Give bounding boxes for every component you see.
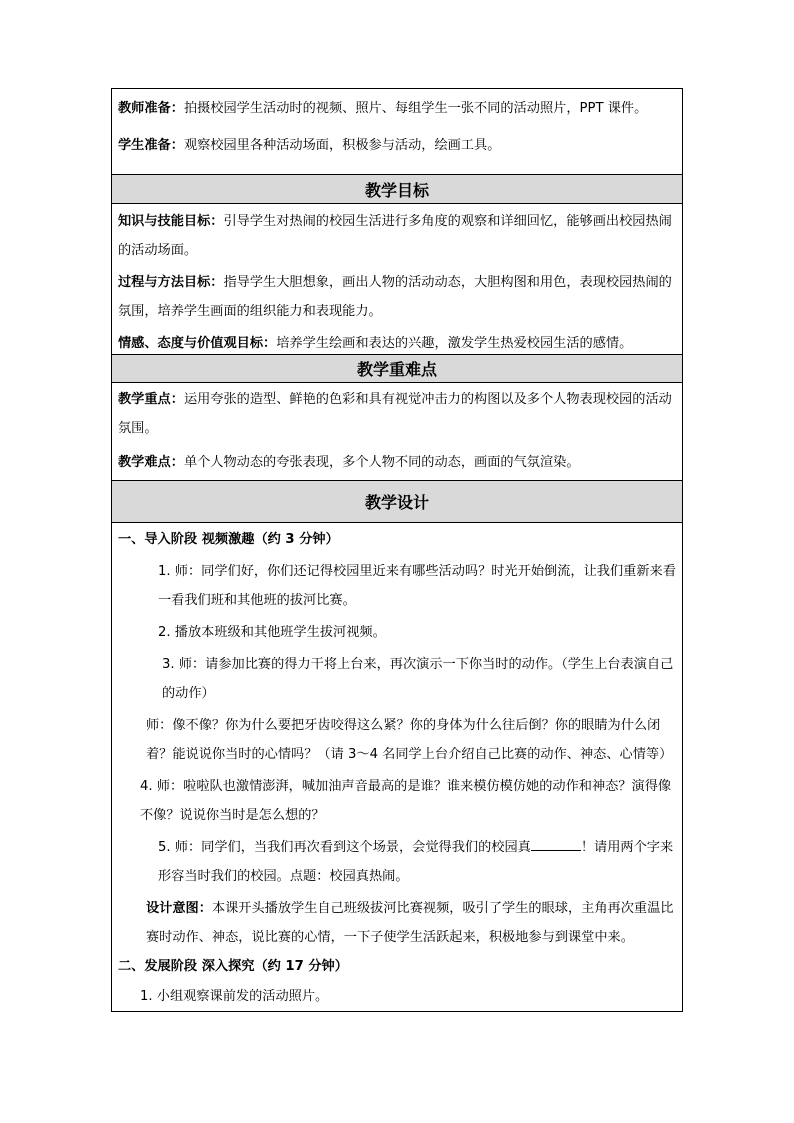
stage2-item-1: 1. 小组观察课前发的活动照片。 [140, 989, 329, 1004]
design-intent-label: 设计意图： [146, 901, 212, 916]
goals-header: 教学目标 [112, 175, 682, 204]
keypoints-cell [112, 383, 682, 481]
difficulty-point-label: 教学难点： [118, 455, 184, 470]
knowledge-goal-label: 知识与技能目标： [118, 214, 224, 229]
stage1-title: 一、导入阶段 视频激趣（约 3 分钟） [118, 532, 339, 547]
student-prep [118, 131, 676, 160]
teacher-prep-label: 教师准备： [118, 101, 184, 116]
knowledge-goal [118, 207, 676, 265]
design-item-5 [118, 833, 676, 891]
design-item-1: 1. 师：同学们好，你们还记得校园里近来有哪些活动吗？时光开始倒流，让我们重新来看一看我们班和其他班的拔河比赛。 [158, 564, 676, 608]
design-intent-text: 本课开头播放学生自己班级拔河比赛视频，吸引了学生的眼球，主角再次重温比赛时动作、神态，说比赛的心情，一下子使学生活跃起来，积极地参与到课堂中来。 [146, 901, 674, 945]
process-goal [118, 268, 676, 326]
difficulty-point-text: 单个人物动态的夸张表现，多个人物不同的动态，画面的气氛渲染。 [183, 455, 580, 470]
design-item-2: 2. 播放本班级和其他班学生拔河视频。 [158, 625, 386, 640]
fill-in-blank [531, 836, 581, 851]
process-goal-label: 过程与方法目标： [118, 275, 224, 290]
focus-point [118, 385, 676, 443]
design-item-5-rest: 请用两个字来形容当时我们的校园。点题：校园真热闹。 [158, 840, 674, 884]
design-item-5-text: 5. 师：同学们，当我们再次看到这个场景，会觉得我们的校园真 [158, 840, 531, 855]
lesson-plan-table [111, 88, 683, 1012]
keypoints-header: 教学重难点 [112, 355, 682, 383]
stage2-title: 二、发展阶段 深入探究（约 17 分钟） [118, 959, 348, 974]
design-intent [118, 894, 676, 952]
teacher-prep-text: 拍摄校园学生活动时的视频、照片、每组学生一张不同的活动照片，PPT 课件。 [183, 101, 648, 116]
focus-point-label: 教学重点： [118, 392, 184, 407]
student-prep-text: 观察校园里各种活动场面，积极参与活动，绘画工具。 [183, 138, 501, 153]
focus-point-text: 运用夸张的造型、鲜艳的色彩和具有视觉冲击力的构图以及多个人物表现校园的活动氛围。 [118, 392, 672, 436]
design-item-3b: 师：像不像？你为什么要把牙齿咬得这么紧？你的身体为什么往后倒？你的眼睛为什么闭着？能说说你当时的心情吗？（请 3～4 名同学上台介绍自己比赛的动作、神态、心情等） [146, 718, 673, 762]
process-goal-text: 指导学生大胆想象，画出人物的活动动态，大胆构图和用色，表现校园热闹的氛围，培养学生画面的组织能力和表现能力。 [118, 275, 672, 319]
goals-cell [112, 204, 682, 355]
emotion-goal [118, 329, 676, 358]
emotion-goal-text: 培养学生绘画和表达的兴趣，激发学生热爱校园生活的感情。 [276, 336, 633, 351]
student-prep-label: 学生准备： [118, 138, 184, 153]
teacher-prep [118, 94, 676, 123]
design-header: 教学设计 [112, 481, 682, 523]
emotion-goal-label: 情感、态度与价值观目标： [118, 336, 277, 351]
difficulty-point [118, 448, 676, 477]
design-cell [112, 523, 682, 1011]
knowledge-goal-text: 引导学生对热闹的校园生活进行多角度的观察和详细回忆，能够画出校园热闹的活动场面。 [118, 214, 672, 258]
design-item-4: 4. 师：啦啦队也激情澎湃，喊加油声音最高的是谁？谁来模仿模仿她的动作和神态？演得像不像？说说你当时是怎么想的？ [140, 779, 672, 823]
prep-cell [112, 89, 682, 175]
design-item-5-excl: ！ [580, 840, 595, 855]
design-item-3: 3. 师：请参加比赛的得力干将上台来，再次演示一下你当时的动作。（学生上台表演自己的动作） [162, 657, 674, 701]
